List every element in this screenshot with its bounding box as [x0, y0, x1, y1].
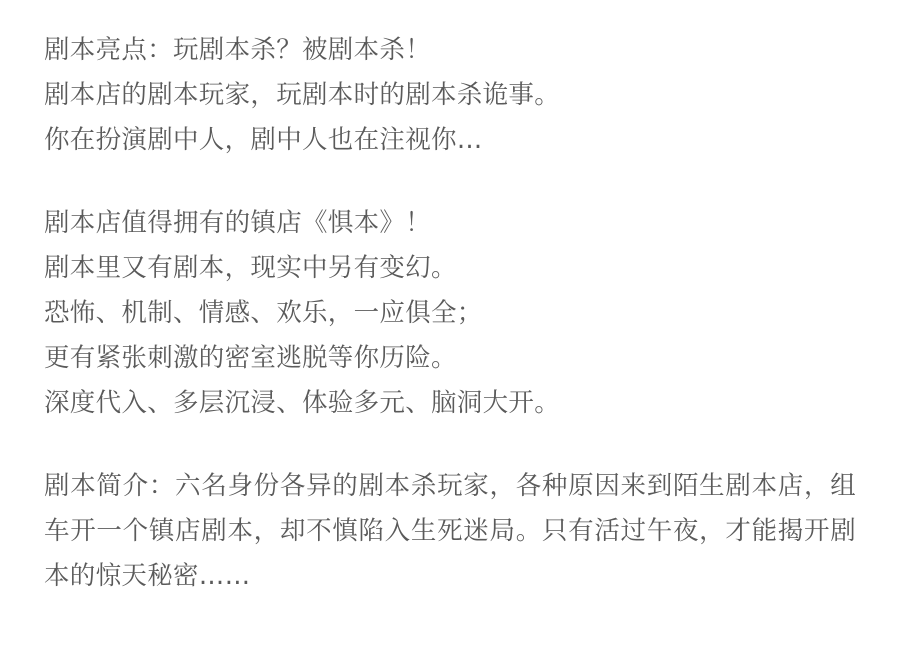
- text-line: 深度代入、多层沉浸、体验多元、脑洞大开。: [44, 388, 561, 418]
- text-line: 你在扮演剧中人，剧中人也在注视你…: [44, 125, 483, 155]
- text-line: 剧本店值得拥有的镇店《惧本》！: [44, 208, 432, 238]
- text-line: 剧本店的剧本玩家，玩剧本时的剧本杀诡事。: [44, 80, 561, 110]
- text-block-highlights: [44, 28, 856, 163]
- text-line: 恐怖、机制、情感、欢乐，一应俱全；: [44, 298, 483, 328]
- text-line: 剧本亮点：玩剧本杀？被剧本杀！: [44, 35, 432, 65]
- text-line: 更有紧张刺激的密室逃脱等你历险。: [44, 343, 457, 373]
- synopsis-paragraph: 剧本简介：六名身份各异的剧本杀玩家，各种原因来到陌生剧本店，组车开一个镇店剧本，却不慎陷入生死迷局。只有活过午夜，才能揭开剧本的惊天秘密……: [44, 471, 856, 591]
- text-line: 剧本里又有剧本，现实中另有变幻。: [44, 253, 457, 283]
- text-block-features: [44, 201, 856, 426]
- text-block-synopsis: [44, 464, 856, 599]
